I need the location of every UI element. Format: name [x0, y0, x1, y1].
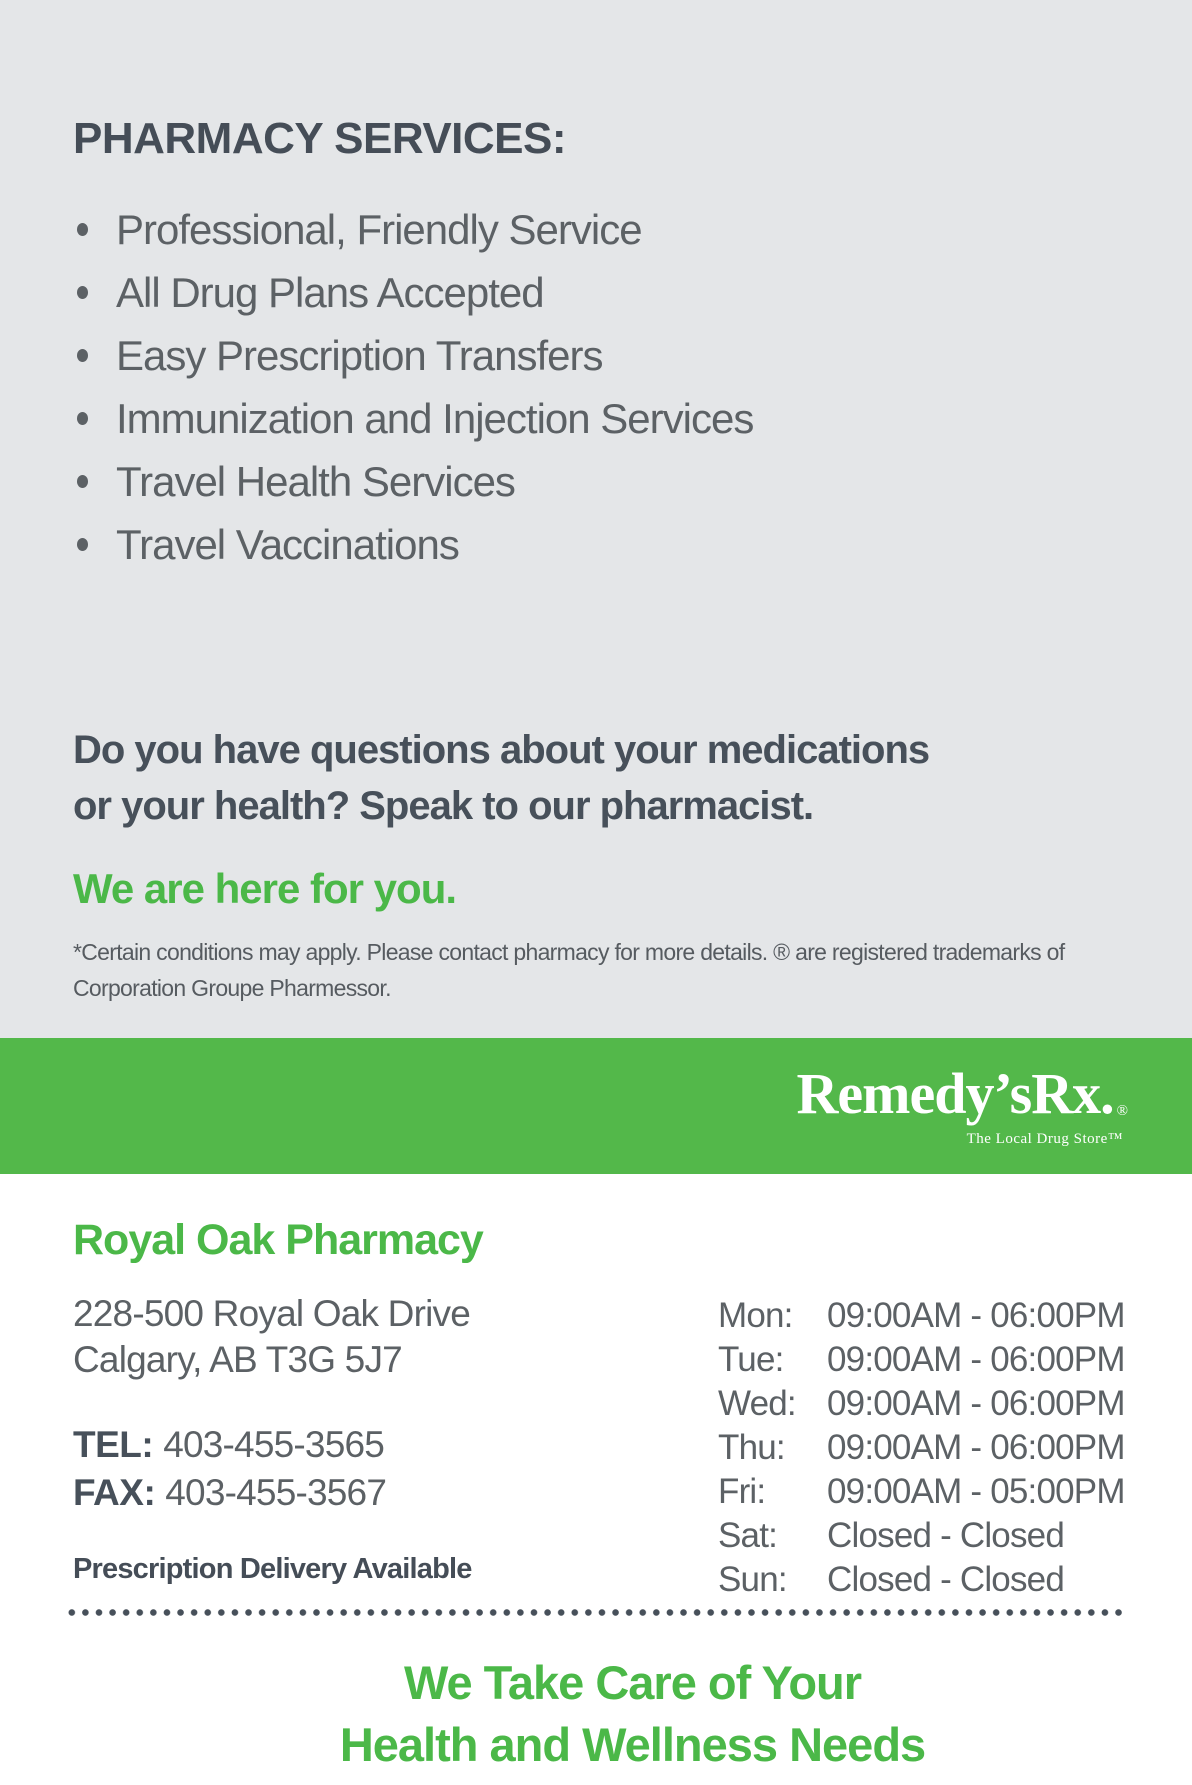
- hours-row: [718, 1514, 1125, 1558]
- bullet-icon: [77, 286, 88, 299]
- hours-time: Closed - Closed: [827, 1516, 1064, 1555]
- services-heading: PHARMACY SERVICES:: [73, 114, 567, 163]
- hours-day: Tue:: [718, 1340, 784, 1379]
- bullet-icon: [77, 412, 88, 425]
- store-info-section: [0, 1174, 1192, 1785]
- hours-day: Sat:: [718, 1516, 778, 1555]
- remedysrx-logo-text: [796, 1060, 1128, 1137]
- disclaimer-text: *Certain conditions may apply. Please contact pharmacy for more details. ® are registered trademarks of Corporation Groupe Pharmessor.: [73, 939, 1065, 1001]
- hours-time: 09:00AM - 06:00PM: [827, 1296, 1125, 1335]
- address-line-1: 228-500 Royal Oak Drive: [73, 1293, 471, 1334]
- tel-number: 403-455-3565: [163, 1424, 385, 1465]
- service-item: [73, 324, 1132, 387]
- footer-line-2: Health and Wellness Needs: [339, 1718, 926, 1771]
- fax-number: 403-455-3567: [165, 1472, 387, 1513]
- hours-day: Wed:: [718, 1384, 796, 1423]
- hours-row: [718, 1338, 1125, 1382]
- hours-row: [718, 1426, 1125, 1470]
- service-item: [73, 513, 1132, 576]
- hours-day: Fri:: [718, 1472, 766, 1511]
- registered-trademark-icon: ®: [1116, 1102, 1128, 1119]
- logo-wordmark: Remedy’sRx.: [796, 1060, 1114, 1126]
- service-item-label: Easy Prescription Transfers: [116, 332, 603, 379]
- hours-row: [718, 1382, 1125, 1426]
- footer-line-1: We Take Care of Your: [403, 1656, 862, 1709]
- service-item-label: Travel Health Services: [116, 458, 515, 505]
- hours-day: Thu:: [718, 1428, 785, 1467]
- question-line-2: or your health? Speak to our pharmacist.: [73, 784, 814, 828]
- hours-day: Mon:: [718, 1296, 793, 1335]
- logo-tagline: The Local Drug Store™: [966, 1130, 1123, 1147]
- question-text: [73, 722, 1132, 834]
- hours-time: Closed - Closed: [827, 1560, 1064, 1599]
- hours-table: [718, 1294, 1125, 1602]
- bullet-icon: [77, 349, 88, 362]
- dotted-divider: [65, 1609, 1125, 1616]
- hours-time: 09:00AM - 06:00PM: [827, 1340, 1125, 1379]
- hours-time: 09:00AM - 05:00PM: [827, 1472, 1125, 1511]
- bullet-icon: [77, 223, 88, 236]
- service-item: [73, 387, 1132, 450]
- address-line-2: Calgary, AB T3G 5J7: [73, 1339, 402, 1380]
- services-list: [73, 198, 1132, 576]
- here-for-you-tagline: We are here for you.: [73, 865, 457, 912]
- question-line-1: Do you have questions about your medications: [73, 728, 930, 772]
- bullet-icon: [77, 538, 88, 551]
- service-item-label: Professional, Friendly Service: [116, 206, 642, 253]
- hours-day: Sun:: [718, 1560, 787, 1599]
- hours-row: [718, 1558, 1125, 1602]
- delivery-note: Prescription Delivery Available: [73, 1553, 472, 1585]
- service-item: [73, 450, 1132, 513]
- hours-row: [718, 1470, 1125, 1514]
- remedysrx-logo: [796, 1060, 1128, 1147]
- fax-label: FAX:: [73, 1472, 156, 1513]
- pharmacy-name: Royal Oak Pharmacy: [73, 1216, 483, 1264]
- service-item: [73, 198, 1132, 261]
- footer-tagline: [73, 1652, 1192, 1776]
- service-item-label: Immunization and Injection Services: [116, 395, 754, 442]
- hours-row: [718, 1294, 1125, 1338]
- bullet-icon: [77, 475, 88, 488]
- service-item-label: All Drug Plans Accepted: [116, 269, 544, 316]
- hours-time: 09:00AM - 06:00PM: [827, 1384, 1125, 1423]
- service-item: [73, 261, 1132, 324]
- service-item-label: Travel Vaccinations: [116, 521, 459, 568]
- tel-label: TEL:: [73, 1424, 154, 1465]
- brand-band: [0, 1038, 1192, 1174]
- hours-time: 09:00AM - 06:00PM: [827, 1428, 1125, 1467]
